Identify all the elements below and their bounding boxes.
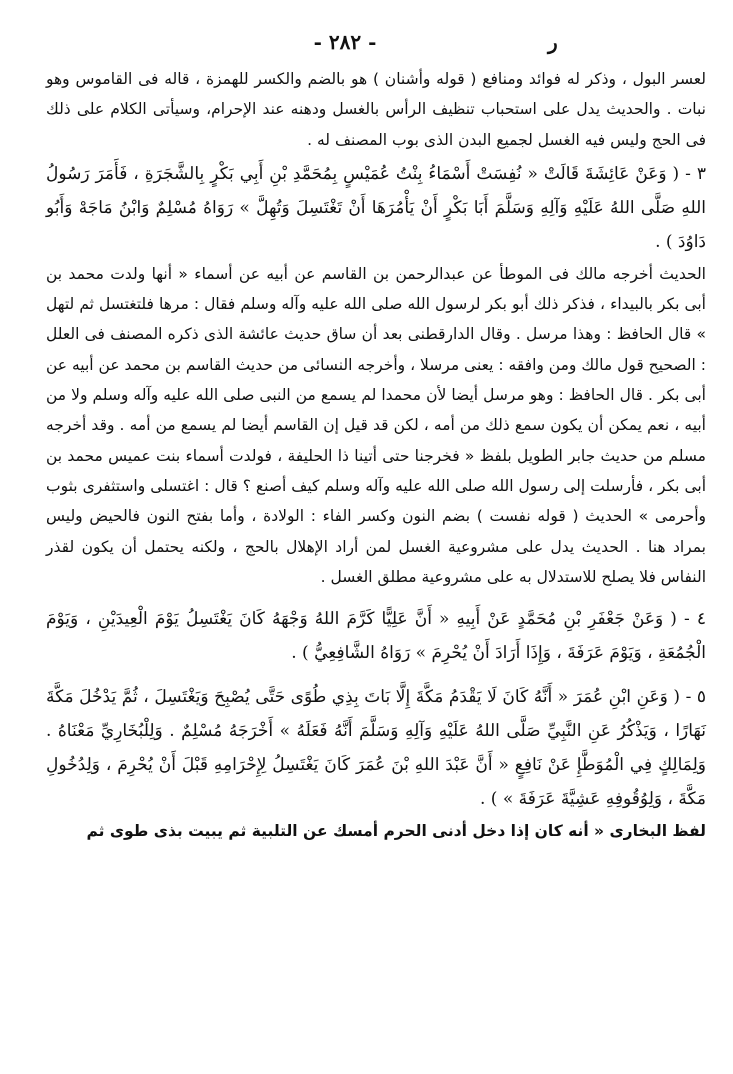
hadith-5: ٥ - ( وَعَنِ ابْنِ عُمَرَ « أَنَّهُ كَانَ لَا يَقْدَمُ مَكَّةَ إِلَّا بَاتَ بِذِي طُوًى حَتَّى يُصْبِحَ وَيَغْتَسِلَ ، ثُمَّ يَدْخُلَ مَكَّةَ نَهَارًا ، وَيَذْكُرُ عَنِ النَّبِيِّ صَلَّى اللهُ عَلَيْهِ وَآلِهِ وَسَلَّمَ أَنَّهُ فَعَلَهُ » أَخْرَجَهُ مُسْلِمٌ . وَلِلْبُخَارِيِّ مَعْنَاهُ . وَلِمَالِكٍ فِي الْمُوَطَّإِ عَنْ نَافِعٍ « أَنَّ عَبْدَ اللهِ بْنَ عُمَرَ كَانَ يَغْتَسِلُ لِإِحْرَامِهِ قَبْلَ أَنْ يُحْرِمَ ، وَلِدُخُولِ مَكَّةَ ، وَلِوُقُوفِهِ عَشِيَّةَ عَرَفَةَ » ) .	[46, 687, 706, 810]
paragraph-commentary-hadith-3: الحديث أخرجه مالك فى الموطأ عن عبدالرحمن بن القاسم عن أبيه عن أسماء « أنها ولدت محمد بن أبى بكر بالبيداء ، فذكر ذلك أبو بكر لرسول الله صلى الله عليه وآله وسلم فقال : مرها فلتغتسل ثم لتهل » قال الحافظ : وهذا مرسل . وقال الدارقطنى بعد أن ساق حديث عائشة الذى ذكره المصنف فى العلل : الصحيح قول مالك ومن وافقه : يعنى مرسلا ، وأخرجه النسائى من حديث القاسم بن محمد عن أبيه عن أبى بكر . قال الحافظ : وهو مرسل أيضا لأن محمدا لم يسمع من النبى صلى الله عليه وآله وسلم ولا من أبيه ، نعم يمكن أن يكون سمع ذلك من أمه ، لكن قد قيل إن القاسم أيضا لم يسمع من أمه . وقد أخرجه مسلم من حديث جابر الطويل بلفظ « فخرجنا حتى أتينا ذا الحليفة ، فولدت أسماء بنت عميس محمد بن أبى بكر ، فأرسلت إلى رسول الله صلى الله عليه وآله وسلم كيف أصنع ؟ قال : اغتسلى واستثفرى بثوب وأحرمى » الحديث ( قوله نفست ) بضم النون وكسر الفاء : الولادة ، وأما بفتح النون فالحيض وليس بمراد هنا . الحديث يدل على مشروعية الغسل لمن أراد الإهلال بالحج ، ولكنه يحتمل أن يكون لقذر النفاس فلا يصلح للاستدلال به على مشروعية مطلق الغسل .	[46, 264, 706, 586]
page-number: - ٢٨٢ -	[313, 30, 377, 54]
page-body	[46, 64, 706, 846]
page-header	[0, 28, 733, 58]
hadith-4: ٤ - ( وَعَنْ جَعْفَرِ بْنِ مُحَمَّدٍ عَنْ أَبِيهِ « أَنَّ عَلِيًّا كَرَّمَ اللهُ وَجْهَهُ كَانَ يَغْتَسِلُ يَوْمَ الْعِيدَيْنِ ، وَيَوْمَ الْجُمُعَةِ ، وَيَوْمَ عَرَفَةَ ، وَإِذَا أَرَادَ أَنْ يُحْرِمَ » رَوَاهُ الشَّافِعِيُّ ) .	[46, 609, 706, 664]
hadith-3: ٣ - ( وَعَنْ عَائِشَةَ قَالَتْ « نُفِسَتْ أَسْمَاءُ بِنْتُ عُمَيْسٍ بِمُحَمَّدِ بْنِ أَبِي بَكْرٍ بِالشَّجَرَةِ ، فَأَمَرَ رَسُولُ اللهِ صَلَّى اللهُ عَلَيْهِ وَآلِهِ وَسَلَّمَ أَبَا بَكْرٍ أَنْ يَأْمُرَهَا أَنْ تَغْتَسِلَ وَتُهِلَّ » رَوَاهُ مُسْلِمٌ وَابْنُ مَاجَهْ وَأَبُو دَاوُدَ ) .	[46, 163, 706, 252]
corner-mark: ر	[548, 30, 558, 54]
paragraph-commentary-hadith-5: لفظ البخارى « أنه كان إذا دخل أدنى الحرم أمسك عن التلبية ثم يبيت بذى طوى ثم	[86, 822, 706, 841]
paragraph-commentary-intro: لعسر البول ، وذكر له فوائد ومنافع ( قوله وأشنان ) هو بالضم والكسر للهمزة ، قاله فى القاموس وهو نبات . والحديث يدل على استحباب تنظيف الرأس بالغسل ودهنه عند الإحرام، وسيأتى الكلام على ذلك فى الحج وليس فيه الغسل لجميع البدن الذى بوب المصنف له .	[46, 70, 706, 149]
